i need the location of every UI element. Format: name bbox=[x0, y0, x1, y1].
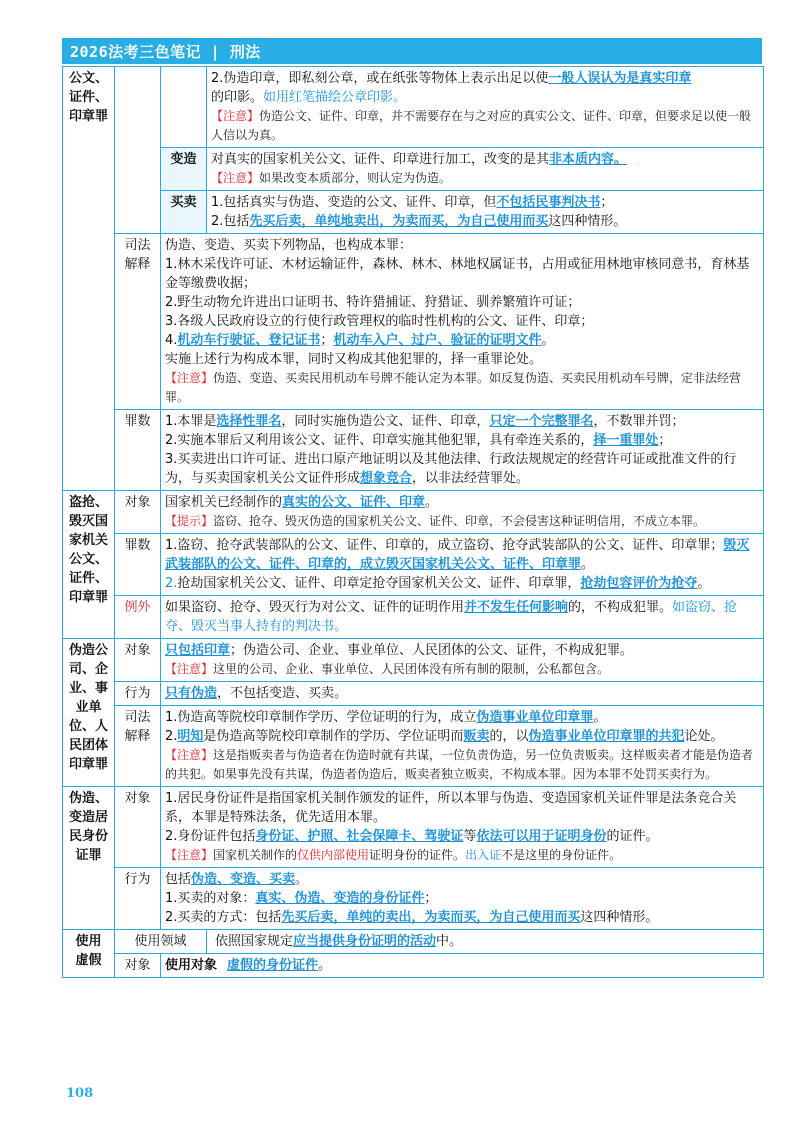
text: 2.身份证件包括 bbox=[165, 829, 256, 844]
object-content bbox=[161, 639, 764, 682]
note bbox=[165, 512, 759, 531]
text: 是伪造高等院校印章制作的学历、学位证明而 bbox=[203, 729, 464, 744]
text: ，同时实施伪造公文、证件、印章， bbox=[281, 414, 490, 429]
page-header-title: 2026法考三色笔记 | 刑法 bbox=[70, 43, 261, 61]
highlight: 机动车入户、过户、验证的证明文件 bbox=[333, 333, 542, 348]
sub-label: 使用对象 bbox=[165, 958, 218, 973]
text: 1.包括真实与伪造、变造的公文、证件、印章，但 bbox=[211, 195, 497, 210]
sub-label: 变造 bbox=[161, 148, 207, 191]
trade-content bbox=[207, 191, 764, 234]
note-text: 如果改变本质部分，则认定为伪造。 bbox=[259, 171, 452, 185]
section-label: 对象 bbox=[115, 954, 161, 978]
table-row bbox=[63, 410, 764, 491]
table-row bbox=[63, 596, 764, 639]
highlight: 伪造、变造、买卖 bbox=[191, 872, 296, 887]
note-text: 国家机关制作的 bbox=[213, 848, 298, 862]
text: ，以非法经营罪处。 bbox=[412, 471, 530, 486]
highlight: 伪造事业单位印章罪 bbox=[476, 710, 594, 725]
action-content bbox=[161, 868, 764, 930]
text: ； bbox=[600, 195, 614, 210]
text: 论处。 bbox=[684, 729, 724, 744]
note-text: 这里的公司、企业、事业单位、人民团体没有所有制的限制，公私都包含。 bbox=[213, 662, 610, 676]
object-content bbox=[161, 787, 764, 868]
table-row bbox=[63, 706, 764, 787]
text: 。 bbox=[541, 333, 555, 348]
highlight: 伪造事业单位印章罪的共犯 bbox=[528, 729, 685, 744]
highlight: 机动车行驶证、登记证书 bbox=[177, 333, 321, 348]
text: ； bbox=[658, 433, 672, 448]
text: 。 bbox=[425, 495, 439, 510]
highlight: 并不发生任何影响 bbox=[464, 600, 569, 615]
note-tag: 【注意】 bbox=[165, 662, 214, 676]
text: 这四种情形。 bbox=[548, 214, 627, 229]
text: 3.各级人民政府设立的行使行政管理权的临时性机构的公文、证件、印章； bbox=[165, 314, 594, 329]
section-label: 例外 bbox=[115, 596, 161, 639]
note-tag: 【注意】 bbox=[165, 371, 214, 385]
text: 国家机关已经制作的 bbox=[165, 495, 283, 510]
note-text: 伪造、变造、买卖民用机动车号牌不能认定为本罪。如反复伪造、买卖民用机动车号牌，定非法经营罪。 bbox=[165, 371, 742, 404]
action-content bbox=[161, 682, 764, 706]
object-content bbox=[161, 954, 764, 978]
table-row bbox=[63, 930, 764, 954]
note bbox=[165, 746, 759, 784]
note-text: 伪造公文、证件、印章，并不需要存在与之对应的真实公文、证件、印章，但要求足以使一般人信以为真。 bbox=[211, 109, 752, 142]
text: 1.林木采伐许可证、木材运输证件，森林、林木、林地权属证书，占用或征用林地审核同意书，育林基金等缴费收据； bbox=[165, 257, 750, 291]
highlight: 毁灭武装部队的公文、证件、印章的，成立毁灭国家机关公文、证件、印章罪 bbox=[165, 538, 750, 572]
text: 。 bbox=[318, 958, 332, 973]
note-tag: 【注意】 bbox=[165, 748, 214, 762]
table-row bbox=[63, 868, 764, 930]
text: 包括 bbox=[165, 872, 192, 887]
highlight: 选择性罪名 bbox=[216, 414, 282, 429]
crime-name-line: 虚假 bbox=[75, 953, 102, 968]
highlight: 先买后卖，单纯的卖出，为卖而买，为自己使用而买 bbox=[281, 910, 581, 925]
crime-name: 盗抢、毁灭国家机关公文、证件、印章罪 bbox=[63, 491, 115, 639]
exception-content bbox=[161, 596, 764, 639]
highlight: 只定一个完整罪名 bbox=[489, 414, 594, 429]
section-label: 行为 bbox=[115, 868, 161, 930]
table-row bbox=[63, 67, 764, 148]
highlight: 不包括民事判决书 bbox=[496, 195, 601, 210]
text: 对真实的国家机关公文、证件、印章进行加工，改变的是其 bbox=[211, 152, 550, 167]
text: 3.买卖进出口许可证、进出口原产地证明以及其他法律、行政法规规定的经营许可证或批准文件的行为，与买卖国家机关公文证件形成 bbox=[165, 452, 737, 486]
text: 1.盗窃、抢夺武装部队的公文、证件、印章的，成立盗窃、抢夺武装部队的公文、证件、印章罪； bbox=[165, 538, 724, 553]
section-label: 对象 bbox=[115, 639, 161, 682]
highlight: 依法可以用于证明身份 bbox=[476, 829, 607, 844]
text: 1.伪造高等院校印章制作学历、学位证明的行为，成立 bbox=[165, 710, 477, 725]
alter-content bbox=[207, 148, 764, 191]
section-label: 对象 bbox=[115, 491, 161, 534]
text: 2.野生动物允许进出口证明书、特许猎捕证、狩猎证、驯养繁殖许可证； bbox=[165, 295, 581, 310]
highlight: 只包括印章 bbox=[165, 643, 231, 658]
note-blue: 出入证 bbox=[465, 848, 502, 862]
table-row bbox=[63, 491, 764, 534]
table-row bbox=[63, 191, 764, 234]
note-text: 证明身份的证件。 bbox=[369, 848, 466, 862]
text: 依照国家规定 bbox=[215, 934, 294, 949]
section-label: 罪数 bbox=[115, 534, 161, 596]
highlight: 真实、伪造、变造的身份证件 bbox=[255, 891, 425, 906]
note bbox=[165, 846, 759, 865]
page-number: 108 bbox=[66, 1086, 94, 1101]
text: 2.包括 bbox=[211, 214, 250, 229]
section-label: 司法解释 bbox=[115, 706, 161, 787]
text: 这四种情形。 bbox=[580, 910, 659, 925]
judicial-content bbox=[161, 234, 764, 410]
text: 2. bbox=[165, 576, 178, 591]
text: 等 bbox=[463, 829, 477, 844]
highlight: 抢劫包容评价为抢夺 bbox=[580, 576, 698, 591]
sub-label-empty bbox=[161, 67, 207, 148]
crime-name: 伪造公司、企业、事业单位、人民团体印章罪 bbox=[63, 639, 115, 787]
highlight: 明知 bbox=[177, 729, 204, 744]
table-row bbox=[63, 534, 764, 596]
text: 的，以 bbox=[489, 729, 529, 744]
text: 1.本罪是 bbox=[165, 414, 217, 429]
text: 的证件。 bbox=[606, 829, 659, 844]
count-content bbox=[161, 410, 764, 491]
note bbox=[211, 107, 759, 145]
text: 的，不构成犯罪。 bbox=[568, 600, 673, 615]
sub-label: 买卖 bbox=[161, 191, 207, 234]
section-label: 行为 bbox=[115, 682, 161, 706]
note-text: 盗窃、抢夺、毁灭伪造的国家机关公文、证件、印章，不会侵害这种证明信用，不成立本罪。 bbox=[213, 514, 706, 528]
note-tag: 【注意】 bbox=[165, 848, 214, 862]
table-row bbox=[63, 148, 764, 191]
text: 1.买卖的对象： bbox=[165, 891, 256, 906]
text: 2.伪造印章，即私刻公章，或在纸张等物体上表示出足以使 bbox=[211, 71, 549, 86]
text: ；伪造公司、企业、事业单位、人民团体的公文、证件，不构成犯罪。 bbox=[230, 643, 634, 658]
count-content bbox=[161, 534, 764, 596]
text: 中。 bbox=[436, 934, 463, 949]
table-row bbox=[63, 954, 764, 978]
note bbox=[165, 660, 759, 679]
forge-content bbox=[207, 67, 764, 148]
text: 2. bbox=[165, 729, 178, 744]
note bbox=[211, 169, 759, 188]
section-label bbox=[115, 67, 161, 234]
text: 实施上述行为构成本罪，同时又构成其他犯罪的，择一重罪论处。 bbox=[165, 352, 543, 367]
note-red: 仅供内部使用 bbox=[297, 848, 370, 862]
section-label: 司法解释 bbox=[115, 234, 161, 410]
judicial-content bbox=[161, 706, 764, 787]
text: 2.买卖的方式：包括 bbox=[165, 910, 282, 925]
text: 伪造、变造、买卖下列物品，也构成本罪： bbox=[165, 238, 413, 253]
section-label: 对象 bbox=[115, 787, 161, 868]
table-row bbox=[63, 682, 764, 706]
highlight: 择一重罪处 bbox=[593, 433, 659, 448]
section-label: 使用领域 bbox=[115, 930, 207, 954]
field-content bbox=[207, 930, 764, 954]
table-row bbox=[63, 639, 764, 682]
text: 。 bbox=[697, 576, 711, 591]
highlight: 虚假的身份证件 bbox=[227, 958, 319, 973]
note-text: 这是指贩卖者与伪造者在伪造时就有共谋，一位负责伪造，另一位负责贩卖。这样贩卖者才能是伪造者的共犯。如果事先没有共谋，伪造者伪造后，贩卖者独立贩卖，不构成本罪。因为本罪不处罚买卖行为。 bbox=[165, 748, 754, 781]
blue-note: 如盗窃、抢夺、毁灭当事人持有的判决书。 bbox=[165, 600, 738, 634]
text: ，不包括变造、买卖。 bbox=[217, 686, 348, 701]
object-content bbox=[161, 491, 764, 534]
highlight: 贩卖 bbox=[463, 729, 490, 744]
text: 。 bbox=[581, 557, 595, 572]
text: ； bbox=[424, 891, 438, 906]
notes-table bbox=[62, 66, 764, 978]
section-label: 罪数 bbox=[115, 410, 161, 491]
note-tag: 【注意】 bbox=[211, 171, 260, 185]
highlight: 一般人误认为是真实印章 bbox=[548, 71, 692, 86]
highlight: 非本质内容。 bbox=[549, 152, 628, 167]
highlight: 身份证、护照、社会保障卡、驾驶证 bbox=[255, 829, 464, 844]
highlight: 想象竞合 bbox=[360, 471, 413, 486]
text: 如果盗窃、抢夺、毁灭行为对公文、证件的证明作用 bbox=[165, 600, 465, 615]
text: 2.实施本罪后又利用该公文、证件、印章实施其他犯罪，具有牵连关系的， bbox=[165, 433, 594, 448]
text: 。 bbox=[295, 872, 309, 887]
text: ，不数罪并罚； bbox=[593, 414, 685, 429]
highlight: 只有伪造 bbox=[165, 686, 218, 701]
crime-name: 公文、证件、印章罪 bbox=[63, 67, 115, 491]
note-text: 不是这里的身份证件。 bbox=[501, 848, 622, 862]
page-header-bar bbox=[62, 38, 762, 64]
text: ； bbox=[320, 333, 334, 348]
text: 4. bbox=[165, 333, 178, 348]
highlight: 应当提供身份证明的活动 bbox=[293, 934, 437, 949]
text: 。 bbox=[593, 710, 607, 725]
blue-note: 如用红笔描绘公章印影。 bbox=[263, 90, 407, 105]
table-row bbox=[63, 234, 764, 410]
text: 抢劫国家机关公文、证件、印章定抢夺国家机关公文、证件、印章罪， bbox=[177, 576, 581, 591]
crime-name bbox=[63, 930, 115, 978]
text: 1.居民身份证件是指国家机关制作颁发的证件，所以本罪与伪造、变造国家机关证件罪是法条竞合关系，本罪是特殊法条，优先适用本罪。 bbox=[165, 791, 737, 825]
highlight: 真实的公文、证件、印章 bbox=[282, 495, 426, 510]
note bbox=[165, 369, 759, 407]
table-row bbox=[63, 787, 764, 868]
crime-name-line: 使用 bbox=[75, 934, 102, 949]
text: 的印影。 bbox=[211, 90, 264, 105]
note-tag: 【注意】 bbox=[211, 109, 260, 123]
highlight: 先买后卖，单纯地卖出，为卖而买，为自己使用而买 bbox=[249, 214, 549, 229]
crime-name: 伪造、变造居民身份证罪 bbox=[63, 787, 115, 930]
note-tag: 【提示】 bbox=[165, 514, 214, 528]
